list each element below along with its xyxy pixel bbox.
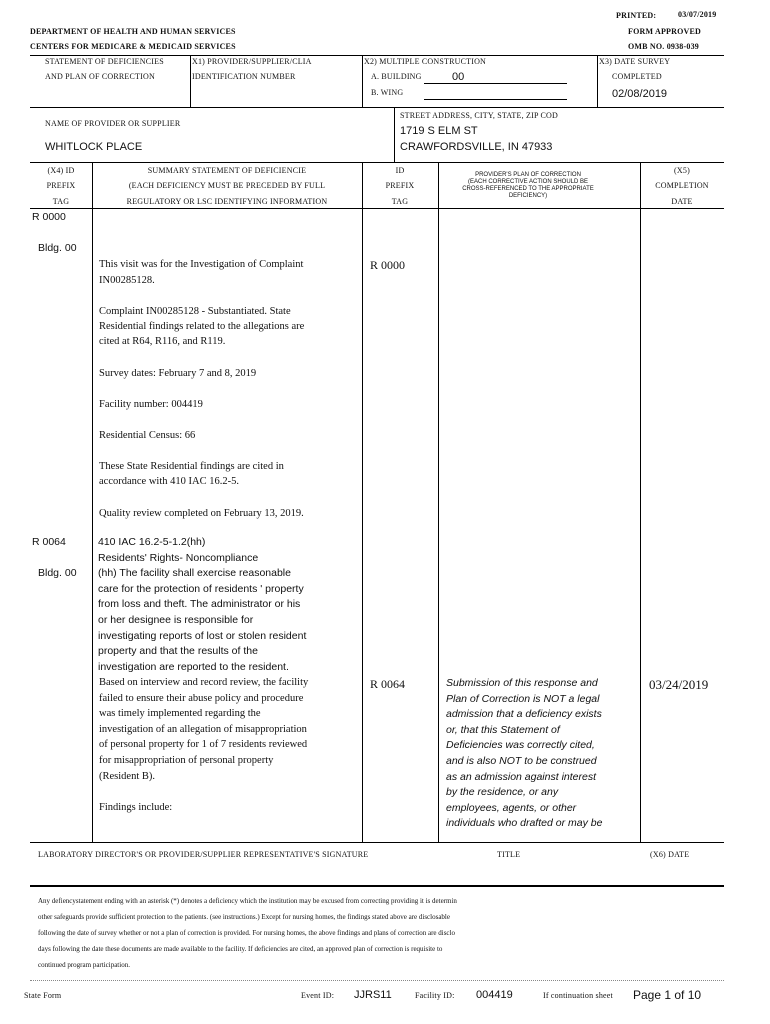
plan-label-3: CROSS-REFERENCED TO THE APPROPRIATE [462,186,594,192]
form-approved: FORM APPROVED [628,27,702,36]
signature-bottom-border [30,885,724,887]
disclaimer-line: days following the date these documents are made available to the facility. If deficiencies are cited, an approved plan of correction is requisite to [38,945,443,953]
x6-date-label: (X6) DATE [650,850,690,859]
summary-label-2: (EACH DEFICIENCY MUST BE PRECEDED BY FULL [128,181,326,190]
reg-line: investigating reports of lost or stolen resident [98,629,307,642]
title-label: TITLE [497,850,521,859]
provider-name: WHITLOCK PLACE [45,141,143,153]
reg-line: care for the protection of residents ' property [98,582,304,595]
paragraph-line: Complaint IN00285128 - Substantiated. State [99,306,291,317]
reg-line: property and that the results of the [98,645,258,658]
plan-line: admission that a deficiency exists [446,708,602,721]
header-bottom-border [30,208,724,209]
body-bottom-border [30,842,724,843]
finding-line: failed to ensure their abuse policy and procedure [99,692,304,704]
printed-date: 03/07/2019 [678,10,717,19]
address-line-2: CRAWFORDSVILLE, IN 47933 [400,141,553,153]
department-title: DEPARTMENT OF HEALTH AND HUMAN SERVICES [30,27,236,36]
summary-label-3: REGULATORY OR LSC IDENTIFYING INFORMATION [126,197,328,206]
tag-r0000: R 0000 [32,211,66,223]
x4-label-2: PREFIX [46,181,76,190]
plan-line: Deficiencies was correctly cited, [446,739,595,752]
column-divider [92,162,93,842]
facility-id: 004419 [476,989,513,1001]
regulation-text [98,535,306,675]
building-underline [424,83,567,84]
plan-line: Submission of this response and [446,677,598,689]
paragraph-line: This visit was for the Investigation of Complaint [99,259,304,270]
x5-label-3: DATE [671,197,693,206]
paragraph-line: cited at R64, R116, and R119. [99,336,226,347]
x1-label-2: IDENTIFICATION NUMBER [192,72,296,81]
reg-line: investigation are reported to the resident. [98,660,289,673]
survey-completed-date: 02/08/2019 [612,88,668,100]
bldg-label: Bldg. 00 [38,567,77,579]
column-divider [362,162,363,842]
plan-line: or, that this Statement of [446,723,560,736]
residential-census: Residential Census: 66 [99,430,196,441]
provider-label: NAME OF PROVIDER OR SUPPLIER [45,119,181,128]
reg-line: Residents' Rights- Noncompliance [98,551,259,564]
plan-label-4: DEFICIENCY) [508,193,548,199]
disclaimer-line: continued program participation. [38,961,130,969]
finding-line: for misappropriation of personal property [99,754,274,766]
x4-label-1: (X4) ID [47,166,75,175]
id-label-3: TAG [391,197,409,206]
signature-label: LABORATORY DIRECTOR'S OR PROVIDER/SUPPLIER REPRESENTATIVE'S SIGNATURE [38,850,369,859]
x5-label-1: (X5) [674,166,690,175]
event-id-label: Event ID: [301,991,335,1000]
disclaimer-line: following the date of survey whether or not a plan of correction is provided. For nursing homes, the above findings and plans of correction are disclo [38,929,455,937]
finding-line: was timely implemented regarding the [99,708,261,720]
findings-include: Findings include: [99,802,173,813]
facility-id-label: Facility ID: [415,991,455,1000]
plan-line: individuals who drafted or may be [446,817,603,830]
divider [362,55,363,107]
wing-label: B. WING [371,88,404,97]
completion-date: 03/24/2019 [649,677,709,692]
plan-label-2: (EACH CORRECTIVE ACTION SHOULD BE [467,179,589,185]
divider [394,107,395,162]
paragraph-line: accordance with 410 IAC 16.2-5. [99,476,239,487]
page-number: Page 1 of 10 [633,988,702,1002]
address-line-1: 1719 S ELM ST [400,125,478,137]
disclaimer-line: other safeguards provide sufficient protection to the patients. (see instructions.) Except for nursing homes, the findings stated above are disclosable [38,913,450,921]
x5-label-2: COMPLETION [655,181,709,190]
centers-title: CENTERS FOR MEDICARE & MEDICAID SERVICES [30,42,236,51]
statement-label-2: AND PLAN OF CORRECTION [45,72,155,81]
x3-label-1: X3) DATE SURVEY [599,57,671,66]
reg-line: 410 IAC 16.2-5-1.2(hh) [98,536,206,548]
plan-line: and is also NOT to be construed [446,754,597,767]
divider [597,55,598,107]
table-top-border [30,55,724,56]
omb-number: OMB NO. 0938-039 [628,42,699,51]
id-label-1: ID [395,166,405,175]
statement-label-1: STATEMENT OF DEFICIENCIES [45,57,164,66]
event-id: JJRS11 [354,989,392,1001]
reg-line: from loss and theft. The administrator or his [98,598,301,611]
id-r0064: R 0064 [370,677,406,691]
id-r0000: R 0000 [370,258,406,272]
x3-label-2: COMPLETED [612,72,662,81]
disclaimer-line: Any defiencystatement ending with an asterisk (*) denotes a deficiency which the institution may be excused from correcting providing it is determin [38,897,457,905]
findings-text [99,675,308,784]
x4-label-3: TAG [52,197,70,206]
reg-line: (hh) The facility shall exercise reasonable [98,567,291,580]
plan-line: employees, agents, or other [446,801,577,814]
state-form-label: State Form [24,991,62,1000]
footer-separator [30,980,724,981]
paragraph-line: IN00285128. [99,275,155,286]
paragraph-line: Residential findings related to the allegations are [99,321,305,332]
finding-line: of personal property for 1 of 7 residents reviewed [99,739,308,751]
plan-line: by the residence, or any [446,786,559,799]
tag-r0064: R 0064 [32,536,66,548]
finding-line: Based on interview and record review, the facility [99,677,309,688]
plan-of-correction-text [446,676,602,832]
divider [30,107,724,108]
divider [30,162,724,163]
finding-line: (Resident B). [99,770,155,782]
printed-label: PRINTED: [616,11,657,20]
divider [190,55,191,107]
survey-dates: Survey dates: February 7 and 8, 2019 [99,368,257,379]
id-label-2: PREFIX [385,181,415,190]
facility-number: Facility number: 004419 [99,399,203,410]
plan-label-1: PROVIDER'S PLAN OF CORRECTION [475,172,581,178]
paragraph-line: These State Residential findings are cited in [99,461,284,472]
wing-underline [424,99,567,100]
plan-line: as an admission against interest [446,770,596,783]
continuation-label: If continuation sheet [543,991,613,1000]
quality-review: Quality review completed on February 13, 2019. [99,508,304,519]
reg-line: or her designee is responsible for [98,613,254,626]
building-label: A. BUILDING [371,72,422,81]
summary-label-1: SUMMARY STATEMENT OF DEFICIENCIE [147,166,307,175]
plan-line: Plan of Correction is NOT a legal [446,692,600,705]
finding-line: investigation of an allegation of misappropriation [99,723,307,735]
column-divider [640,162,641,842]
x1-label-1: X1) PROVIDER/SUPPLIER/CLIA [192,57,312,66]
address-label: STREET ADDRESS, CITY, STATE, ZIP COD [400,111,558,120]
x2-label: X2) MULTIPLE CONSTRUCTION [364,57,487,66]
bldg-label: Bldg. 00 [38,242,77,254]
column-divider [438,162,439,842]
disclaimer [38,893,457,973]
building-value: 00 [452,71,465,83]
